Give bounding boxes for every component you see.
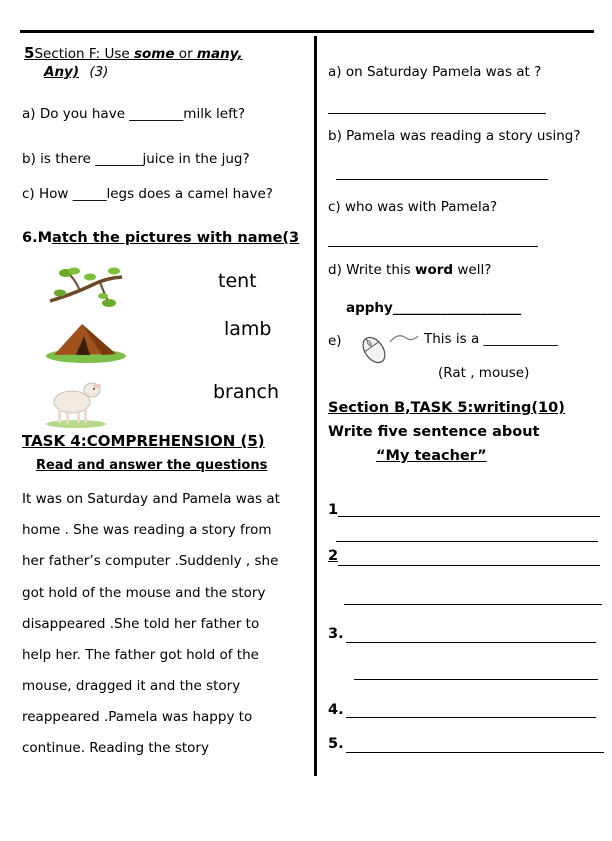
section-f-heading: [24, 44, 243, 62]
branch-picture: [46, 263, 126, 311]
word-some: some: [133, 46, 175, 62]
passage-line: help her. The father got hold of the: [22, 647, 259, 663]
top-rule: [20, 30, 594, 33]
word-any: Any): [44, 64, 80, 80]
section-f-heading-line2: [44, 64, 108, 80]
sentence-line-2b[interactable]: [344, 604, 602, 605]
question-b-text: b) Pamela was reading a story using?: [328, 128, 581, 144]
answer-line-a[interactable]: [328, 113, 546, 114]
sentence-number-2: 2: [328, 548, 339, 564]
comprehension-heading: TASK 4:COMPREHENSION (5): [22, 432, 265, 450]
mouse-icon: [356, 330, 420, 366]
match-heading: [22, 230, 299, 246]
question-e-options: (Rat , mouse): [438, 365, 530, 381]
sentence-line-3a[interactable]: [346, 642, 596, 643]
sentence-number-3: 3.: [328, 626, 344, 642]
section-title: Section F: Use: [34, 46, 134, 62]
match-heading-number: 6.M: [22, 230, 53, 246]
question-d-pre: d) Write this: [328, 262, 415, 278]
section-number: 5: [24, 44, 35, 62]
scrambled-word: apphy___________________: [346, 300, 522, 316]
match-word-lamb: lamb: [224, 318, 272, 340]
sentence-line-4[interactable]: [346, 717, 596, 718]
question-d-post: well?: [453, 262, 492, 278]
question-a: a) Do you have ________milk left?: [22, 106, 246, 122]
question-c-text: c) who was with Pamela?: [328, 199, 498, 215]
question-e-text: This is a ___________: [424, 331, 558, 347]
passage-line: mouse, dragged it and the story: [22, 678, 241, 694]
comprehension-subheading: Read and answer the questions: [36, 458, 268, 473]
question-d-text: [328, 262, 491, 278]
tent-picture: [44, 318, 126, 364]
answer-line-b[interactable]: [336, 179, 548, 180]
word-or: or: [174, 46, 197, 62]
question-a-text: a) on Saturday Pamela was at ?: [328, 64, 542, 80]
passage-line: home . She was reading a story from: [22, 522, 272, 538]
sentence-line-1a[interactable]: [338, 516, 600, 517]
writing-heading: Section B,TASK 5:writing(10): [328, 400, 565, 416]
word-many: many,: [196, 46, 243, 62]
sentence-line-2a[interactable]: [338, 565, 600, 566]
writing-instruction: Write five sentence about: [328, 424, 540, 440]
passage-line: reappeared .Pamela was happy to: [22, 709, 253, 725]
writing-topic: “My teacher”: [376, 448, 487, 464]
match-word-branch: branch: [213, 381, 280, 403]
passage-line: It was on Saturday and Pamela was at: [22, 491, 280, 507]
match-heading-text: atch the pictures with name(3: [52, 230, 300, 246]
question-c: c) How _____legs does a camel have?: [22, 186, 273, 202]
question-d-word: word: [415, 262, 454, 278]
question-e-label: e): [328, 333, 342, 349]
sentence-line-3b[interactable]: [354, 679, 598, 680]
sentence-line-1b[interactable]: [336, 541, 598, 542]
lamb-picture: [44, 376, 108, 428]
passage-line: continue. Reading the story: [22, 740, 209, 756]
sentence-line-5[interactable]: [346, 752, 604, 753]
match-word-tent: tent: [218, 270, 257, 292]
passage-line: got hold of the mouse and the story: [22, 585, 266, 601]
section-marks: (3): [89, 64, 109, 80]
passage-line: her father’s computer .Suddenly , she: [22, 553, 279, 569]
passage-line: disappeared .She told her father to: [22, 616, 260, 632]
sentence-number-4: 4.: [328, 702, 344, 718]
column-divider: [314, 36, 317, 776]
sentence-number-1: 1: [328, 502, 339, 518]
answer-line-c[interactable]: [328, 246, 538, 247]
question-b: b) is there _______juice in the jug?: [22, 151, 250, 167]
sentence-number-5: 5.: [328, 736, 344, 752]
